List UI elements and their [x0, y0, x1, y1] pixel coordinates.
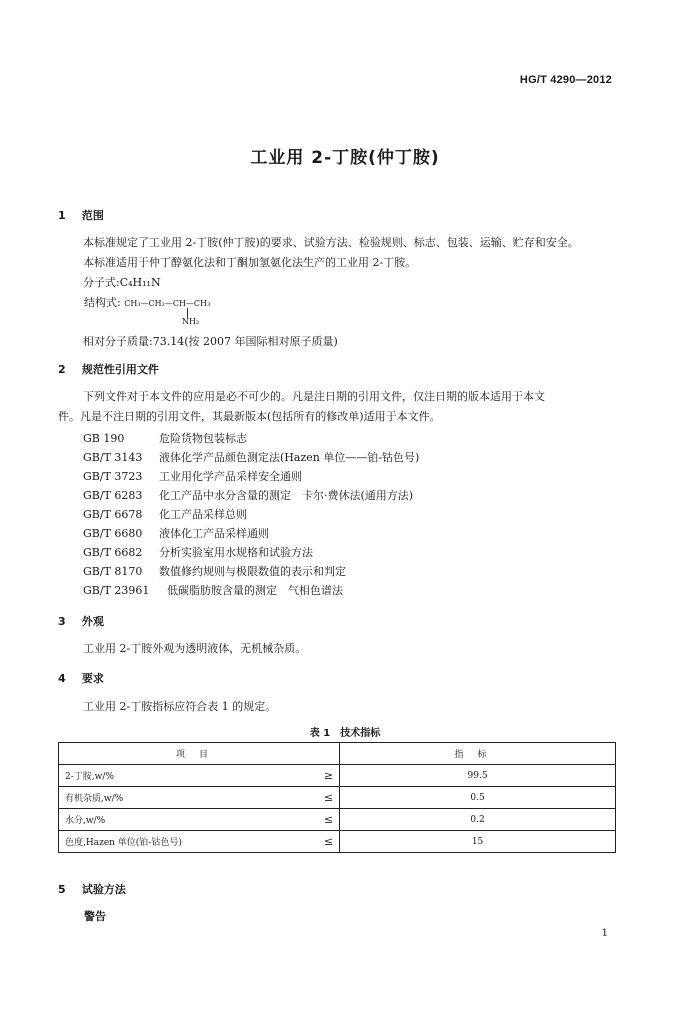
table-caption: 表 1 技术指标 — [309, 728, 381, 739]
header-item: 项目 — [59, 743, 340, 765]
structural-formula — [84, 294, 211, 326]
reference-title: 分析实验室用水规格和试验方法 — [159, 546, 313, 559]
row-item: 有机杂质,w/% — [59, 787, 316, 809]
reference-code: GB/T 3723 — [83, 470, 143, 483]
row-item: 色度,Hazen 单位(铂-钴色号) — [59, 831, 316, 853]
row-value: 0.5 — [340, 787, 616, 809]
reference-title: 危险货物包装标志 — [159, 432, 247, 445]
references-intro-2: 件。凡是不注日期的引用文件，其最新版本(包括所有的修改单)适用于本文件。 — [58, 410, 441, 423]
structure-label: 结构式: — [84, 296, 121, 309]
reference-title: 数值修约规则与极限数值的表示和判定 — [159, 565, 346, 578]
row-symbol: ≤ — [315, 787, 339, 809]
section-title: 规范性引用文件 — [81, 363, 159, 376]
reference-item — [83, 544, 313, 560]
reference-title: 低碳脂肪胺含量的测定 气相色谱法 — [167, 584, 343, 597]
table-row — [59, 787, 616, 809]
reference-item — [83, 525, 269, 541]
requirements-text: 工业用 2-丁胺指标应符合表 1 的规定。 — [83, 700, 277, 713]
scope-paragraph-2: 本标准适用于仲丁醇氨化法和丁酮加氢氨化法生产的工业用 2-丁胺。 — [83, 256, 417, 269]
reference-title: 化工产品采样总则 — [159, 508, 247, 521]
row-value: 15 — [340, 831, 616, 853]
reference-title: 液体化工产品采样通则 — [159, 527, 269, 540]
row-symbol: ≤ — [315, 809, 339, 831]
table-row — [59, 809, 616, 831]
spec-table — [58, 742, 616, 853]
section-4-heading — [58, 670, 104, 686]
section-title: 范围 — [81, 209, 104, 222]
reference-code: GB/T 6682 — [83, 546, 143, 559]
reference-code: GB/T 6678 — [83, 508, 143, 521]
row-value: 0.2 — [340, 809, 616, 831]
formula-label: 分子式: — [83, 276, 120, 289]
reference-code: GB/T 6680 — [83, 527, 143, 540]
row-symbol: ≤ — [315, 831, 339, 853]
section-title: 要求 — [81, 672, 104, 685]
section-number: 4 — [58, 672, 66, 685]
section-1-heading — [58, 207, 104, 223]
section-title: 外观 — [81, 615, 104, 628]
reference-code: GB/T 3143 — [83, 451, 143, 464]
reference-title: 化工产品中水分含量的测定 卡尔·费休法(通用方法) — [159, 489, 414, 502]
reference-item — [83, 487, 413, 503]
warning-label: 警告 — [84, 910, 106, 923]
section-number: 3 — [58, 615, 66, 628]
reference-code: GB/T 8170 — [83, 565, 143, 578]
reference-item — [83, 430, 247, 446]
reference-title: 工业用化学产品采样安全通则 — [159, 470, 302, 483]
page-number: 1 — [601, 928, 608, 939]
scope-paragraph-1: 本标准规定了工业用 2-丁胺(仲丁胺)的要求、试验方法、检验规则、标志、包装、运输、贮存和安全。 — [83, 236, 579, 249]
reference-item — [83, 506, 247, 522]
reference-item — [83, 582, 343, 598]
reference-code: GB 190 — [83, 432, 125, 445]
section-number: 5 — [58, 883, 66, 896]
row-value: 99.5 — [340, 765, 616, 787]
reference-code: GB/T 6283 — [83, 489, 143, 502]
structure-substituent: NH₂ — [182, 317, 200, 326]
reference-code: GB/T 23961 — [83, 584, 150, 597]
reference-title: 液体化学产品颜色测定法(Hazen 单位——铂-钴色号) — [159, 451, 420, 464]
molecular-mass: 相对分子质量:73.14(按 2007 年国际相对原子质量) — [83, 335, 338, 348]
structure-chain: CH₃—CH₂—CH—CH₃ — [124, 299, 211, 308]
section-title: 试验方法 — [81, 883, 126, 896]
section-2-heading — [58, 361, 159, 377]
header-value: 指标 — [340, 743, 616, 765]
reference-item — [83, 468, 302, 484]
section-3-heading — [58, 613, 104, 629]
formula-value: C₄H₁₁N — [119, 276, 161, 289]
section-5-heading — [58, 881, 126, 897]
standard-code: HG/T 4290—2012 — [519, 74, 612, 86]
table-row — [59, 831, 616, 853]
reference-item — [83, 449, 419, 465]
document-title: 工业用 2-丁胺(仲丁胺) — [250, 148, 440, 168]
row-item: 水分,w/% — [59, 809, 316, 831]
section-number: 2 — [58, 363, 66, 376]
table-row — [59, 765, 616, 787]
references-intro-1: 下列文件对于本文件的应用是必不可少的。凡是注日期的引用文件，仅注日期的版本适用于本文 — [83, 390, 545, 403]
row-symbol: ≥ — [315, 765, 339, 787]
reference-item — [83, 563, 346, 579]
row-item: 2-丁胺,w/% — [59, 765, 316, 787]
table-header-row — [59, 743, 616, 765]
molecular-formula — [83, 274, 161, 290]
section-number: 1 — [58, 209, 66, 222]
appearance-text: 工业用 2-丁胺外观为透明液体，无机械杂质。 — [83, 642, 307, 655]
